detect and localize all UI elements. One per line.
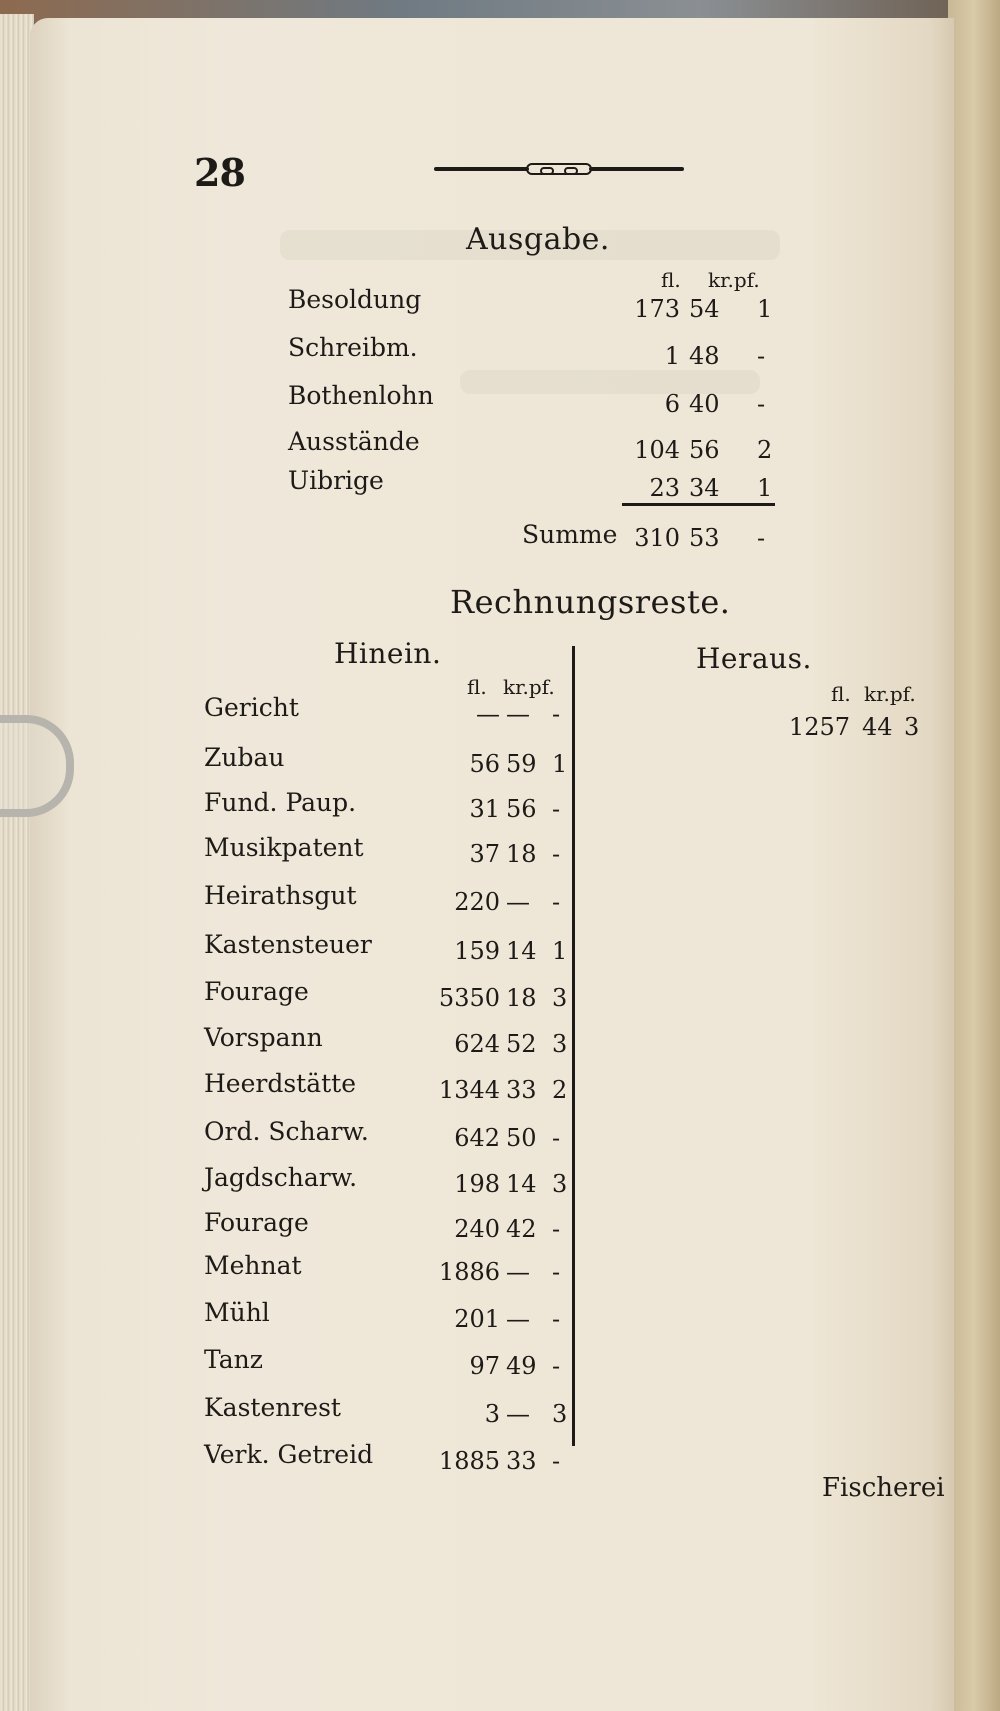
hinein-row-label: Tanz — [204, 1345, 263, 1374]
hinein-row-label: Zubau — [204, 743, 285, 772]
hinein-row-kr: — — [506, 700, 530, 728]
hinein-row-pf: - — [552, 1447, 561, 1475]
hinein-row-fl: 31 — [469, 795, 500, 823]
hinein-row-label: Heerdstätte — [204, 1069, 357, 1098]
hinein-row-kr: 33 — [506, 1447, 537, 1475]
hinein-row-pf: 1 — [552, 937, 568, 965]
hinein-row-pf: - — [552, 795, 561, 823]
hinein-row-kr: 52 — [506, 1030, 537, 1058]
ausgabe-row-kr: 56 — [689, 436, 720, 464]
ausgabe-unit-kr-pf: kr.pf. — [708, 268, 760, 292]
hinein-row-pf: - — [552, 888, 561, 916]
hinein-row-fl: — — [476, 700, 500, 728]
ausgabe-row-pf: 2 — [757, 436, 773, 464]
ausgabe-total-pf: - — [757, 524, 766, 552]
hinein-row-pf: 3 — [552, 1030, 568, 1058]
page-stack-edge — [0, 14, 34, 1711]
ausgabe-row-label: Uibrige — [288, 466, 384, 495]
hinein-row-kr: — — [506, 1305, 530, 1333]
hinein-row-pf: 1 — [552, 750, 568, 778]
ausgabe-row-fl: 173 — [634, 295, 680, 323]
hinein-row-fl: 5350 — [438, 984, 500, 1012]
hinein-row-label: Jagdscharw. — [204, 1163, 358, 1192]
ausgabe-row-pf: - — [757, 390, 766, 418]
hinein-row-fl: 201 — [454, 1305, 500, 1333]
hinein-row-pf: 3 — [552, 984, 568, 1012]
hinein-row-kr: — — [506, 1400, 530, 1428]
ausgabe-row-kr: 34 — [689, 474, 720, 502]
hinein-row-pf: - — [552, 1352, 561, 1380]
hinein-row-fl: 1886 — [438, 1258, 500, 1286]
hinein-row-kr: 14 — [506, 937, 537, 965]
heraus-row-kr: 44 — [862, 713, 893, 741]
hinein-row-fl: 1344 — [438, 1076, 500, 1104]
hinein-row-fl: 642 — [454, 1124, 500, 1152]
hinein-row-label: Fund. Paup. — [204, 788, 357, 817]
hinein-row-pf: - — [552, 840, 561, 868]
hinein-row-label: Verk. Getreid — [204, 1440, 374, 1469]
hinein-row-kr: 42 — [506, 1215, 537, 1243]
ausgabe-row-pf: 1 — [757, 295, 773, 323]
hinein-row-kr: 59 — [506, 750, 537, 778]
hinein-row-fl: 3 — [484, 1400, 500, 1428]
page-number: 28 — [194, 150, 245, 195]
header-ornament — [434, 163, 684, 175]
ausgabe-row-kr: 48 — [689, 342, 720, 370]
hinein-row-fl: 37 — [469, 840, 500, 868]
ausgabe-row-fl: 6 — [664, 390, 680, 418]
ausgabe-row-fl: 23 — [649, 474, 680, 502]
hinein-row-kr: — — [506, 1258, 530, 1286]
hinein-row-fl: 159 — [454, 937, 500, 965]
hinein-row-fl: 56 — [469, 750, 500, 778]
ausgabe-row-label: Bothenlohn — [288, 381, 434, 410]
hinein-row-pf: - — [552, 1124, 561, 1152]
hinein-unit-kr-pf: kr.pf. — [503, 675, 555, 699]
hinein-row-label: Mehnat — [204, 1251, 302, 1280]
hinein-row-kr: 18 — [506, 984, 537, 1012]
heraus-row-pf: 3 — [904, 713, 920, 741]
heraus-row-fl: 1257 — [788, 713, 850, 741]
hinein-row-fl: 240 — [454, 1215, 500, 1243]
hinein-row-label: Mühl — [204, 1298, 270, 1327]
hinein-row-pf: - — [552, 700, 561, 728]
ausgabe-heading: Ausgabe. — [466, 222, 610, 257]
hinein-row-pf: - — [552, 1215, 561, 1243]
ausgabe-row-kr: 40 — [689, 390, 720, 418]
hinein-row-label: Kastenrest — [204, 1393, 341, 1422]
heraus-unit-kr-pf: kr.pf. — [864, 682, 916, 706]
ausgabe-row-pf: 1 — [757, 474, 773, 502]
hinein-row-label: Fourage — [204, 1208, 309, 1237]
ausgabe-unit-fl: fl. — [661, 268, 681, 292]
hinein-row-label: Musikpatent — [204, 833, 364, 862]
hinein-row-kr: 56 — [506, 795, 537, 823]
hinein-unit-fl: fl. — [467, 675, 487, 699]
catchword: Fischerei — [822, 1473, 945, 1503]
ausgabe-total-kr: 53 — [689, 524, 720, 552]
hinein-row-label: Vorspann — [204, 1023, 323, 1052]
hinein-row-fl: 220 — [454, 888, 500, 916]
ausgabe-total-label: Summe — [522, 520, 618, 549]
hinein-row-fl: 1885 — [438, 1447, 500, 1475]
ausgabe-sum-rule — [622, 503, 775, 506]
hinein-row-label: Fourage — [204, 977, 309, 1006]
ausgabe-row-label: Schreibm. — [288, 333, 418, 362]
ausgabe-row-pf: - — [757, 342, 766, 370]
heraus-unit-fl: fl. — [831, 682, 851, 706]
hinein-row-kr: 14 — [506, 1170, 537, 1198]
hinein-row-kr: — — [506, 888, 530, 916]
hinein-row-label: Ord. Scharw. — [204, 1117, 369, 1146]
ausgabe-row-label: Besoldung — [288, 285, 422, 314]
ausgabe-row-fl: 1 — [664, 342, 680, 370]
hinein-row-pf: 2 — [552, 1076, 568, 1104]
hinein-row-kr: 18 — [506, 840, 537, 868]
column-divider — [572, 646, 575, 1446]
hinein-row-label: Kastensteuer — [204, 930, 372, 959]
hinein-row-fl: 198 — [454, 1170, 500, 1198]
hinein-row-pf: - — [552, 1305, 561, 1333]
ausgabe-row-label: Ausstände — [288, 427, 420, 456]
hinein-row-kr: 50 — [506, 1124, 537, 1152]
book-cover-edge — [948, 0, 1000, 1711]
hinein-row-pf: 3 — [552, 1170, 568, 1198]
ausgabe-row-kr: 54 — [689, 295, 720, 323]
hinein-row-label: Gericht — [204, 693, 299, 722]
ausgabe-row-fl: 104 — [634, 436, 680, 464]
hinein-row-label: Heirathsgut — [204, 881, 357, 910]
hinein-row-pf: 3 — [552, 1400, 568, 1428]
hinein-heading: Hinein. — [334, 637, 442, 670]
hinein-row-pf: - — [552, 1258, 561, 1286]
hinein-row-fl: 97 — [469, 1352, 500, 1380]
hinein-row-fl: 624 — [454, 1030, 500, 1058]
heraus-heading: Heraus. — [696, 642, 812, 675]
ausgabe-total-fl: 310 — [634, 524, 680, 552]
hinein-row-kr: 49 — [506, 1352, 537, 1380]
rechnungsreste-heading: Rechnungsreste. — [450, 583, 731, 621]
hinein-row-kr: 33 — [506, 1076, 537, 1104]
